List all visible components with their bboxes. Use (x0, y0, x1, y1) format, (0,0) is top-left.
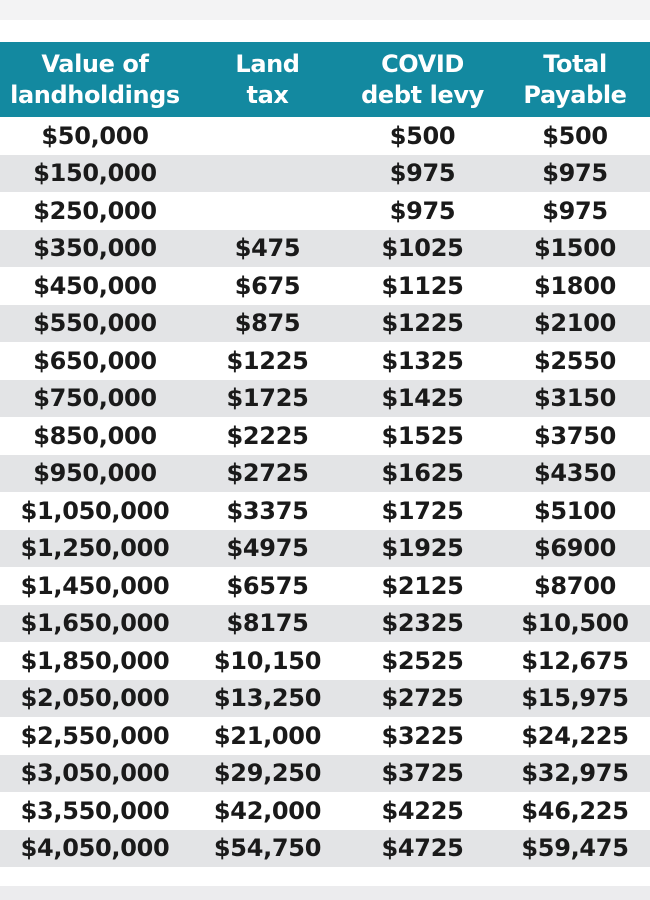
table-body (0, 117, 650, 867)
cell-covid-debt-levy: $500 (389, 121, 456, 150)
cell-land-tax: $21,000 (213, 721, 322, 750)
land-tax-table (0, 42, 650, 867)
cell-land-tax (190, 155, 345, 193)
cell-covid-debt-levy: $975 (389, 159, 456, 188)
cell-value-of-landholdings: $350,000 (33, 234, 157, 263)
cell-total-payable: $32,975 (521, 759, 629, 788)
cell-total-payable: $500 (542, 121, 608, 150)
cell-value-of-landholdings: $1,050,000 (20, 496, 170, 525)
cell-value-of-landholdings: $450,000 (33, 271, 157, 300)
cell-land-tax: $2725 (226, 459, 309, 488)
cell-value-of-landholdings: $550,000 (33, 309, 157, 338)
cell-land-tax: $675 (234, 271, 301, 300)
header-line: Value of (41, 49, 149, 78)
table-row (0, 417, 650, 455)
header-line: debt levy (361, 80, 484, 109)
cell-land-tax: $10,150 (213, 646, 322, 675)
cell-total-payable: $4350 (534, 459, 616, 488)
cell-value-of-landholdings: $2,550,000 (20, 721, 170, 750)
cell-land-tax: $475 (234, 234, 301, 263)
table-row (0, 305, 650, 343)
cell-covid-debt-levy: $975 (389, 196, 456, 225)
table-row (0, 230, 650, 268)
cell-land-tax (190, 192, 345, 230)
cell-covid-debt-levy: $1225 (381, 309, 464, 338)
header-line: tax (246, 80, 289, 109)
cell-covid-debt-levy: $2725 (381, 684, 464, 713)
cell-land-tax: $8175 (226, 609, 309, 638)
table-row (0, 605, 650, 643)
cell-land-tax: $1725 (226, 384, 309, 413)
header-line: landholdings (10, 80, 180, 109)
table-row (0, 267, 650, 305)
cell-total-payable: $3150 (534, 384, 616, 413)
cell-value-of-landholdings: $4,050,000 (20, 834, 170, 863)
table-row (0, 492, 650, 530)
cell-value-of-landholdings: $1,850,000 (20, 646, 170, 675)
table-row (0, 530, 650, 568)
cell-total-payable: $975 (542, 196, 608, 225)
header-value-of-landholdings (0, 42, 190, 117)
cell-land-tax: $29,250 (213, 759, 322, 788)
header-line: Payable (523, 80, 627, 109)
bottom-strip (0, 886, 650, 900)
cell-total-payable: $6900 (534, 534, 616, 563)
cell-covid-debt-levy: $1025 (381, 234, 464, 263)
table-row (0, 155, 650, 193)
cell-land-tax: $2225 (226, 421, 309, 450)
table-row (0, 192, 650, 230)
table-row (0, 792, 650, 830)
table-row (0, 342, 650, 380)
cell-land-tax (190, 117, 345, 155)
cell-covid-debt-levy: $3225 (381, 721, 464, 750)
table-row (0, 755, 650, 793)
cell-value-of-landholdings: $3,050,000 (20, 759, 170, 788)
cell-land-tax: $54,750 (213, 834, 322, 863)
cell-value-of-landholdings: $1,650,000 (20, 609, 170, 638)
cell-land-tax: $3375 (226, 496, 309, 525)
table-row (0, 567, 650, 605)
table-row (0, 117, 650, 155)
cell-covid-debt-levy: $1125 (381, 271, 464, 300)
header-line: COVID (381, 49, 464, 78)
cell-value-of-landholdings: $1,250,000 (20, 534, 170, 563)
cell-land-tax: $42,000 (213, 796, 322, 825)
cell-total-payable: $8700 (534, 571, 616, 600)
cell-covid-debt-levy: $1925 (381, 534, 464, 563)
cell-total-payable: $5100 (534, 496, 616, 525)
cell-covid-debt-levy: $2325 (381, 609, 464, 638)
cell-land-tax: $13,250 (213, 684, 322, 713)
cell-value-of-landholdings: $850,000 (33, 421, 157, 450)
cell-value-of-landholdings: $750,000 (33, 384, 157, 413)
table-row (0, 680, 650, 718)
table-row (0, 380, 650, 418)
cell-value-of-landholdings: $250,000 (33, 196, 157, 225)
header-row (0, 42, 650, 117)
table-card (0, 20, 650, 886)
header-covid-debt-levy (345, 42, 500, 117)
cell-total-payable: $12,675 (521, 646, 629, 675)
header-total-payable (500, 42, 650, 117)
table-row (0, 642, 650, 680)
header-land-tax (190, 42, 345, 117)
table-row (0, 455, 650, 493)
header-line: Land (235, 49, 300, 78)
cell-value-of-landholdings: $3,550,000 (20, 796, 170, 825)
top-strip (0, 0, 650, 20)
cell-covid-debt-levy: $1625 (381, 459, 464, 488)
cell-covid-debt-levy: $2525 (381, 646, 464, 675)
cell-total-payable: $1800 (534, 271, 616, 300)
cell-land-tax: $4975 (226, 534, 309, 563)
cell-total-payable: $2100 (534, 309, 616, 338)
cell-total-payable: $59,475 (521, 834, 629, 863)
cell-value-of-landholdings: $1,450,000 (20, 571, 170, 600)
cell-land-tax: $875 (234, 309, 301, 338)
cell-value-of-landholdings: $650,000 (33, 346, 157, 375)
table-row (0, 830, 650, 868)
cell-covid-debt-levy: $1725 (381, 496, 464, 525)
cell-total-payable: $46,225 (521, 796, 629, 825)
table-row (0, 717, 650, 755)
cell-total-payable: $15,975 (521, 684, 629, 713)
cell-covid-debt-levy: $1525 (381, 421, 464, 450)
header-line: Total (543, 49, 607, 78)
cell-covid-debt-levy: $1425 (381, 384, 464, 413)
cell-land-tax: $6575 (226, 571, 309, 600)
cell-total-payable: $2550 (534, 346, 616, 375)
cell-covid-debt-levy: $4225 (381, 796, 464, 825)
cell-covid-debt-levy: $4725 (381, 834, 464, 863)
cell-covid-debt-levy: $1325 (381, 346, 464, 375)
cell-total-payable: $10,500 (521, 609, 629, 638)
table-header (0, 42, 650, 117)
cell-land-tax: $1225 (226, 346, 309, 375)
cell-total-payable: $3750 (534, 421, 616, 450)
cell-value-of-landholdings: $2,050,000 (20, 684, 170, 713)
cell-value-of-landholdings: $950,000 (33, 459, 157, 488)
cell-total-payable: $24,225 (521, 721, 629, 750)
cell-value-of-landholdings: $50,000 (41, 121, 149, 150)
cell-covid-debt-levy: $3725 (381, 759, 464, 788)
cell-total-payable: $975 (542, 159, 608, 188)
cell-covid-debt-levy: $2125 (381, 571, 464, 600)
cell-value-of-landholdings: $150,000 (33, 159, 157, 188)
cell-total-payable: $1500 (534, 234, 616, 263)
